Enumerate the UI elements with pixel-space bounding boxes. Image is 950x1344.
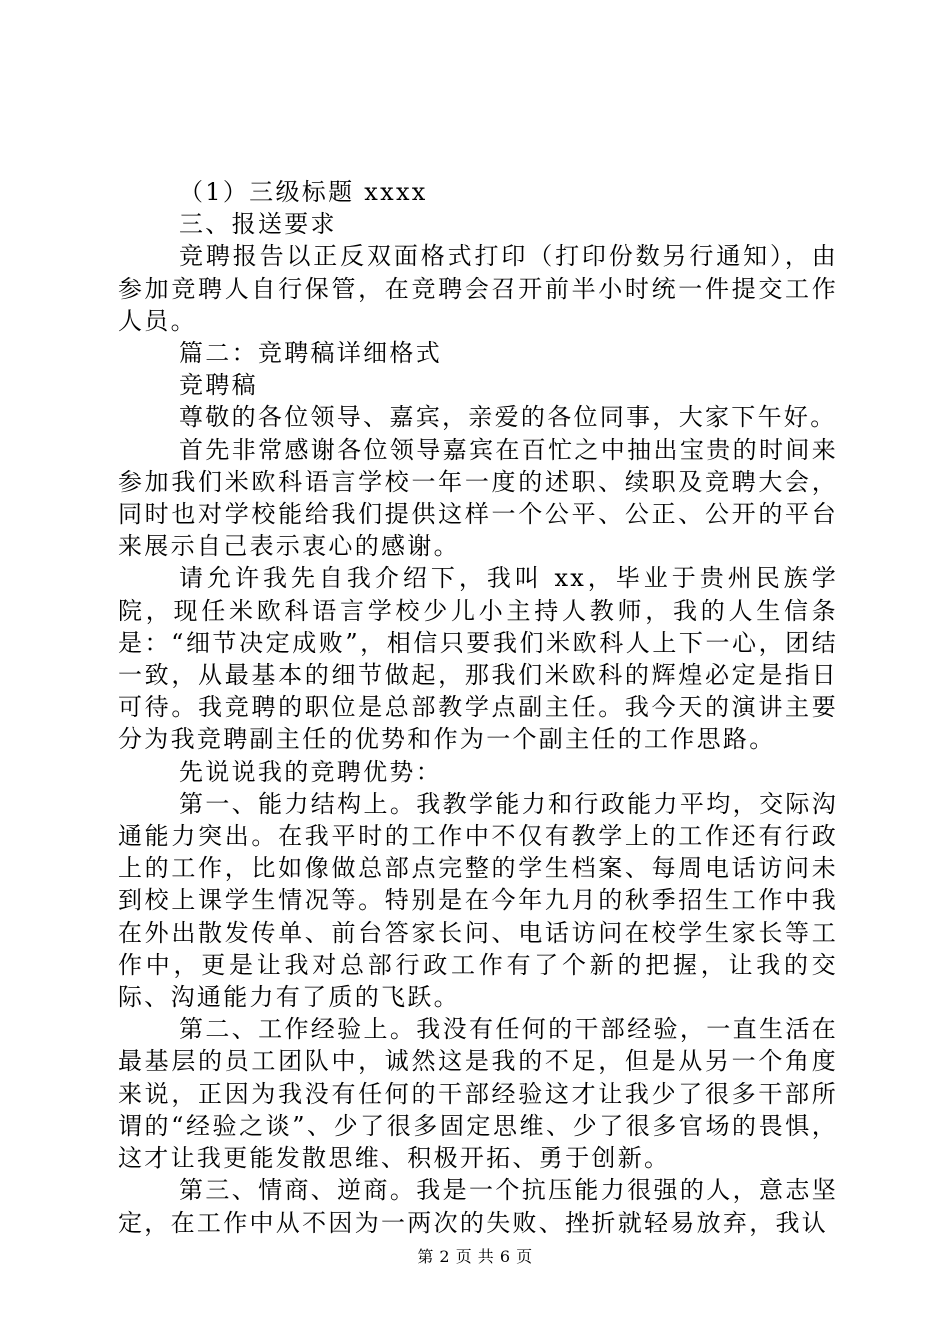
paragraph-advantage-eq-aq: 第三、情商、逆商。我是一个抗压能力很强的人，意志坚定，在工作中从不因为一两次的失败、挫折就轻易放弃，我认: [118, 1176, 838, 1237]
paragraph-thanks: 首先非常感谢各位领导嘉宾在百忙之中抽出宝贵的时间来参加我们米欧科语言学校一年一度的述职、续职及竞聘大会，同时也对学校能给我们提供这样一个公平、公正、公开的平台来展示自己表示衷心的感谢。: [118, 435, 838, 561]
document-body: [118, 176, 838, 1239]
subheading-level3: （1）三级标题 xxxx: [179, 178, 428, 206]
chapter-heading: 篇二：竞聘稿详细格式: [179, 339, 442, 368]
paragraph-advantage-experience: 第二、工作经验上。我没有任何的干部经验，一直生活在最基层的员工团队中，诚然这是我的不足，但是从另一个角度来说，正因为我没有任何的干部经验这才让我少了很多干部所谓的“经验之谈”、少了很多固定思维、少了很多官场的畏惧，这才让我更能发散思维、积极开拓、勇于创新。: [118, 1015, 838, 1173]
paragraph-advantage-ability: 第一、能力结构上。我教学能力和行政能力平均，交际沟通能力突出。在我平时的工作中不仅有教学上的工作还有行政上的工作，比如像做总部点完整的学生档案、每周电话访问未到校上课学生情况等。特别是在今年九月的秋季招生工作中我在外出散发传单、前台答家长问、电话访问在校学生家长等工作中，更是让我对总部行政工作有了个新的把握，让我的交际、沟通能力有了质的飞跃。: [118, 789, 838, 1012]
paragraph-advantages-intro: 先说说我的竞聘优势：: [179, 757, 442, 786]
speech-title: 竞聘稿: [179, 371, 258, 400]
paragraph-greeting: 尊敬的各位领导、嘉宾，亲爱的各位同事，大家下午好。: [179, 403, 837, 432]
section-heading-submission: 三、报送要求: [179, 210, 337, 239]
paragraph-submission-requirements: 竞聘报告以正反双面格式打印（打印份数另行通知），由参加竞聘人自行保管，在竞聘会召开前半小时统一件提交工作人员。: [118, 242, 838, 335]
paragraph-self-introduction: 请允许我先自我介绍下，我叫 xx，毕业于贵州民族学院，现任米欧科语言学校少儿小主持人教师，我的人生信条是：“细节决定成败”，相信只要我们米欧科人上下一心，团结一致，从最基本的细节做起，那我们米欧科的辉煌必定是指日可待。我竞聘的职位是总部教学点副主任。我今天的演讲主要分为我竞聘副主任的优势和作为一个副主任的工作思路。: [118, 564, 838, 754]
page-footer: 第 2 页 共 6 页: [417, 1247, 533, 1266]
